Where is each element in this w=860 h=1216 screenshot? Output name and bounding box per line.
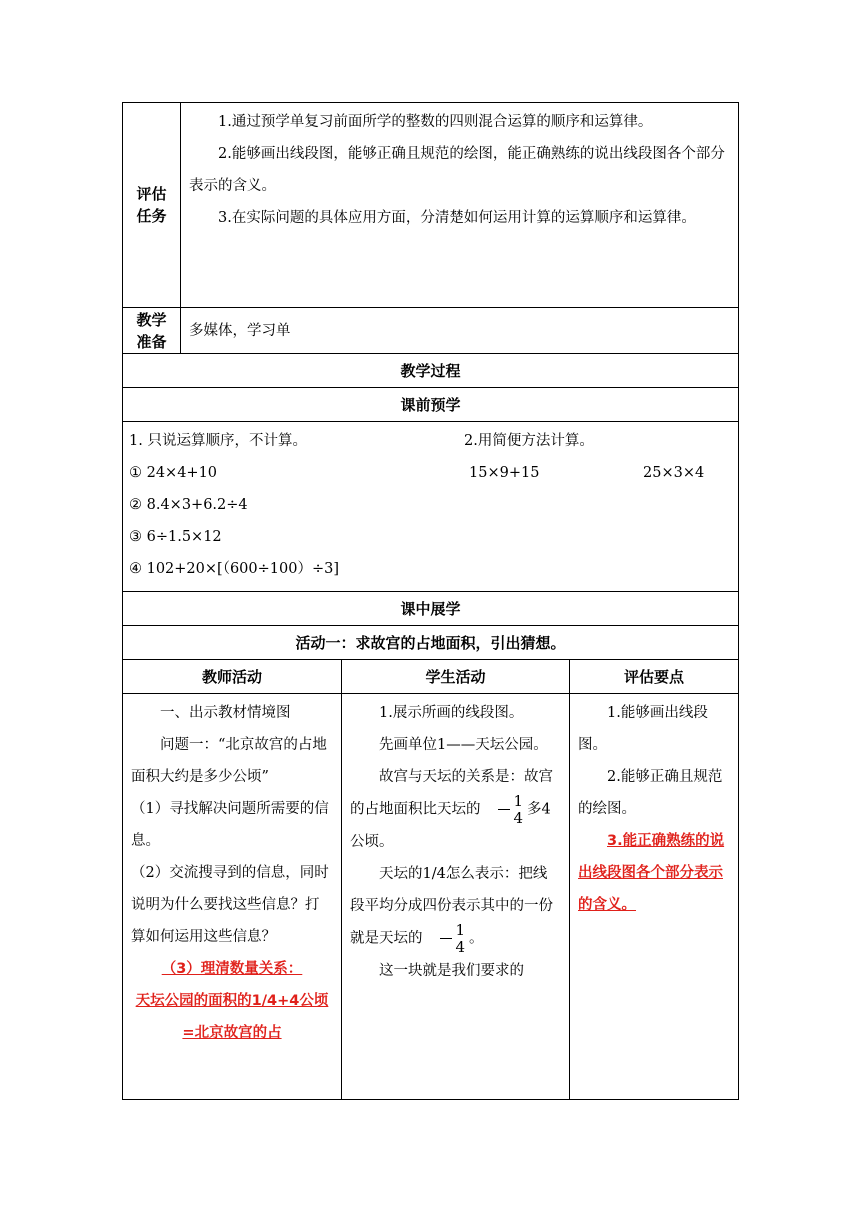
teacher-activity [123,694,342,1100]
preclass-title: 课前预学 [123,388,739,422]
preclass-q2-item-2: 25×3×4 [643,465,705,481]
fraction-numerator: 1 [513,792,524,810]
column-header-row [123,660,739,694]
student-line-4a: 天坛的1/4怎么表示：把线段平均分成四份表示其中 [350,866,548,914]
student-line-3a: 故宫与天坛的关系是：故宫的占地面积比天坛的 [350,769,553,818]
process-title: 教学过程 [123,354,739,388]
teacher-line-1: 一、出示教材情境图 [160,705,291,721]
assess-points [570,694,739,1100]
eval-label [123,103,181,308]
assess-line-2: 2.能够正确且规范的绘图。 [578,769,723,817]
teacher-line-2: 问题一：“北京故宫的占地面积大约是多少公顷” [131,737,327,785]
prep-label [123,308,181,354]
student-activity [342,694,570,1100]
column-header-assess: 评估要点 [570,660,739,694]
inclass-title: 课中展学 [123,592,739,626]
activity-title-row [123,626,739,660]
preclass-item-1: ① 24×4+10 [129,465,218,481]
preclass-item-3: ③ 6÷1.5×12 [129,529,222,545]
prep-value: 多媒体，学习单 [181,308,739,354]
assess-line-1: 1.能够画出线段图。 [578,705,708,753]
prep-label-text: 教学 准备 [136,310,167,351]
inclass-title-row [123,592,739,626]
preclass-row [123,422,739,592]
preclass-q2-item-1: 15×9+15 [469,465,540,481]
one-quarter-fraction-2 [427,922,466,955]
prep-row [123,308,739,354]
lesson-plan-document [122,102,738,1100]
fraction-numerator-2: 1 [455,921,466,939]
column-header-student: 学生活动 [342,660,570,694]
student-line-5: 这一块就是我们要求的 [379,963,524,979]
eval-item-1: 1.通过预学单复习前面所学的整数的四则混合运算的顺序和运算律。 [218,114,653,130]
teacher-line-4: （2）交流搜寻到的信息，同时说明为什么要找这些信息？打算如何运用这些信息？ [131,865,329,945]
student-line-2: 先画单位1——天坛公园。 [379,737,548,753]
column-header-teacher: 教师活动 [123,660,342,694]
teacher-line-3: （1）寻找解决问题所需要的信息。 [131,801,329,849]
preclass-item-2: ② 8.4×3+6.2÷4 [129,497,248,513]
eval-row [123,103,739,308]
preclass-title-row [123,388,739,422]
teacher-line-6: 天坛公园的面积的1/4+4公顷=北京故宫的占 [135,993,329,1041]
activity-title: 活动一：求故宫的占地面积，引出猜想。 [123,626,739,660]
student-line-4 [350,858,561,955]
eval-content [181,103,739,308]
assess-line-3: 3.能正确熟练的说出线段图各个部分表示的含义。 [578,833,725,913]
lesson-plan-table [122,102,739,1100]
student-line-4b: 的一份就是天坛的 [350,898,553,947]
preclass-q1: 1. 只说运算顺序，不计算。 [129,433,307,449]
student-line-4c: 。 [469,930,484,947]
preclass-q2: 2.用简便方法计算。 [464,433,594,449]
eval-item-2: 2.能够画出线段图，能够正确且规范的绘图，能正确熟练的说出线段图各个部分表示的含义。 [189,146,725,194]
eval-label-text: 评估 任务 [136,185,167,225]
activity-row [123,694,739,1100]
teacher-line-5: （3）理清数量关系： [161,961,303,977]
fraction-denominator: 4 [513,809,524,827]
student-line-3b: 多4公顷。 [350,801,551,850]
student-line-1: 1.展示所画的线段图。 [379,705,524,721]
fraction-denominator-2: 4 [455,938,466,956]
process-row [123,354,739,388]
preclass-item-4: ④ 102+20×[（600÷100）÷3] [129,561,339,577]
eval-item-3: 3.在实际问题的具体应用方面，分清楚如何运用计算的运算顺序和运算律。 [218,210,696,226]
student-line-3 [350,761,561,858]
preclass-content [123,422,739,592]
one-quarter-fraction [485,793,524,826]
